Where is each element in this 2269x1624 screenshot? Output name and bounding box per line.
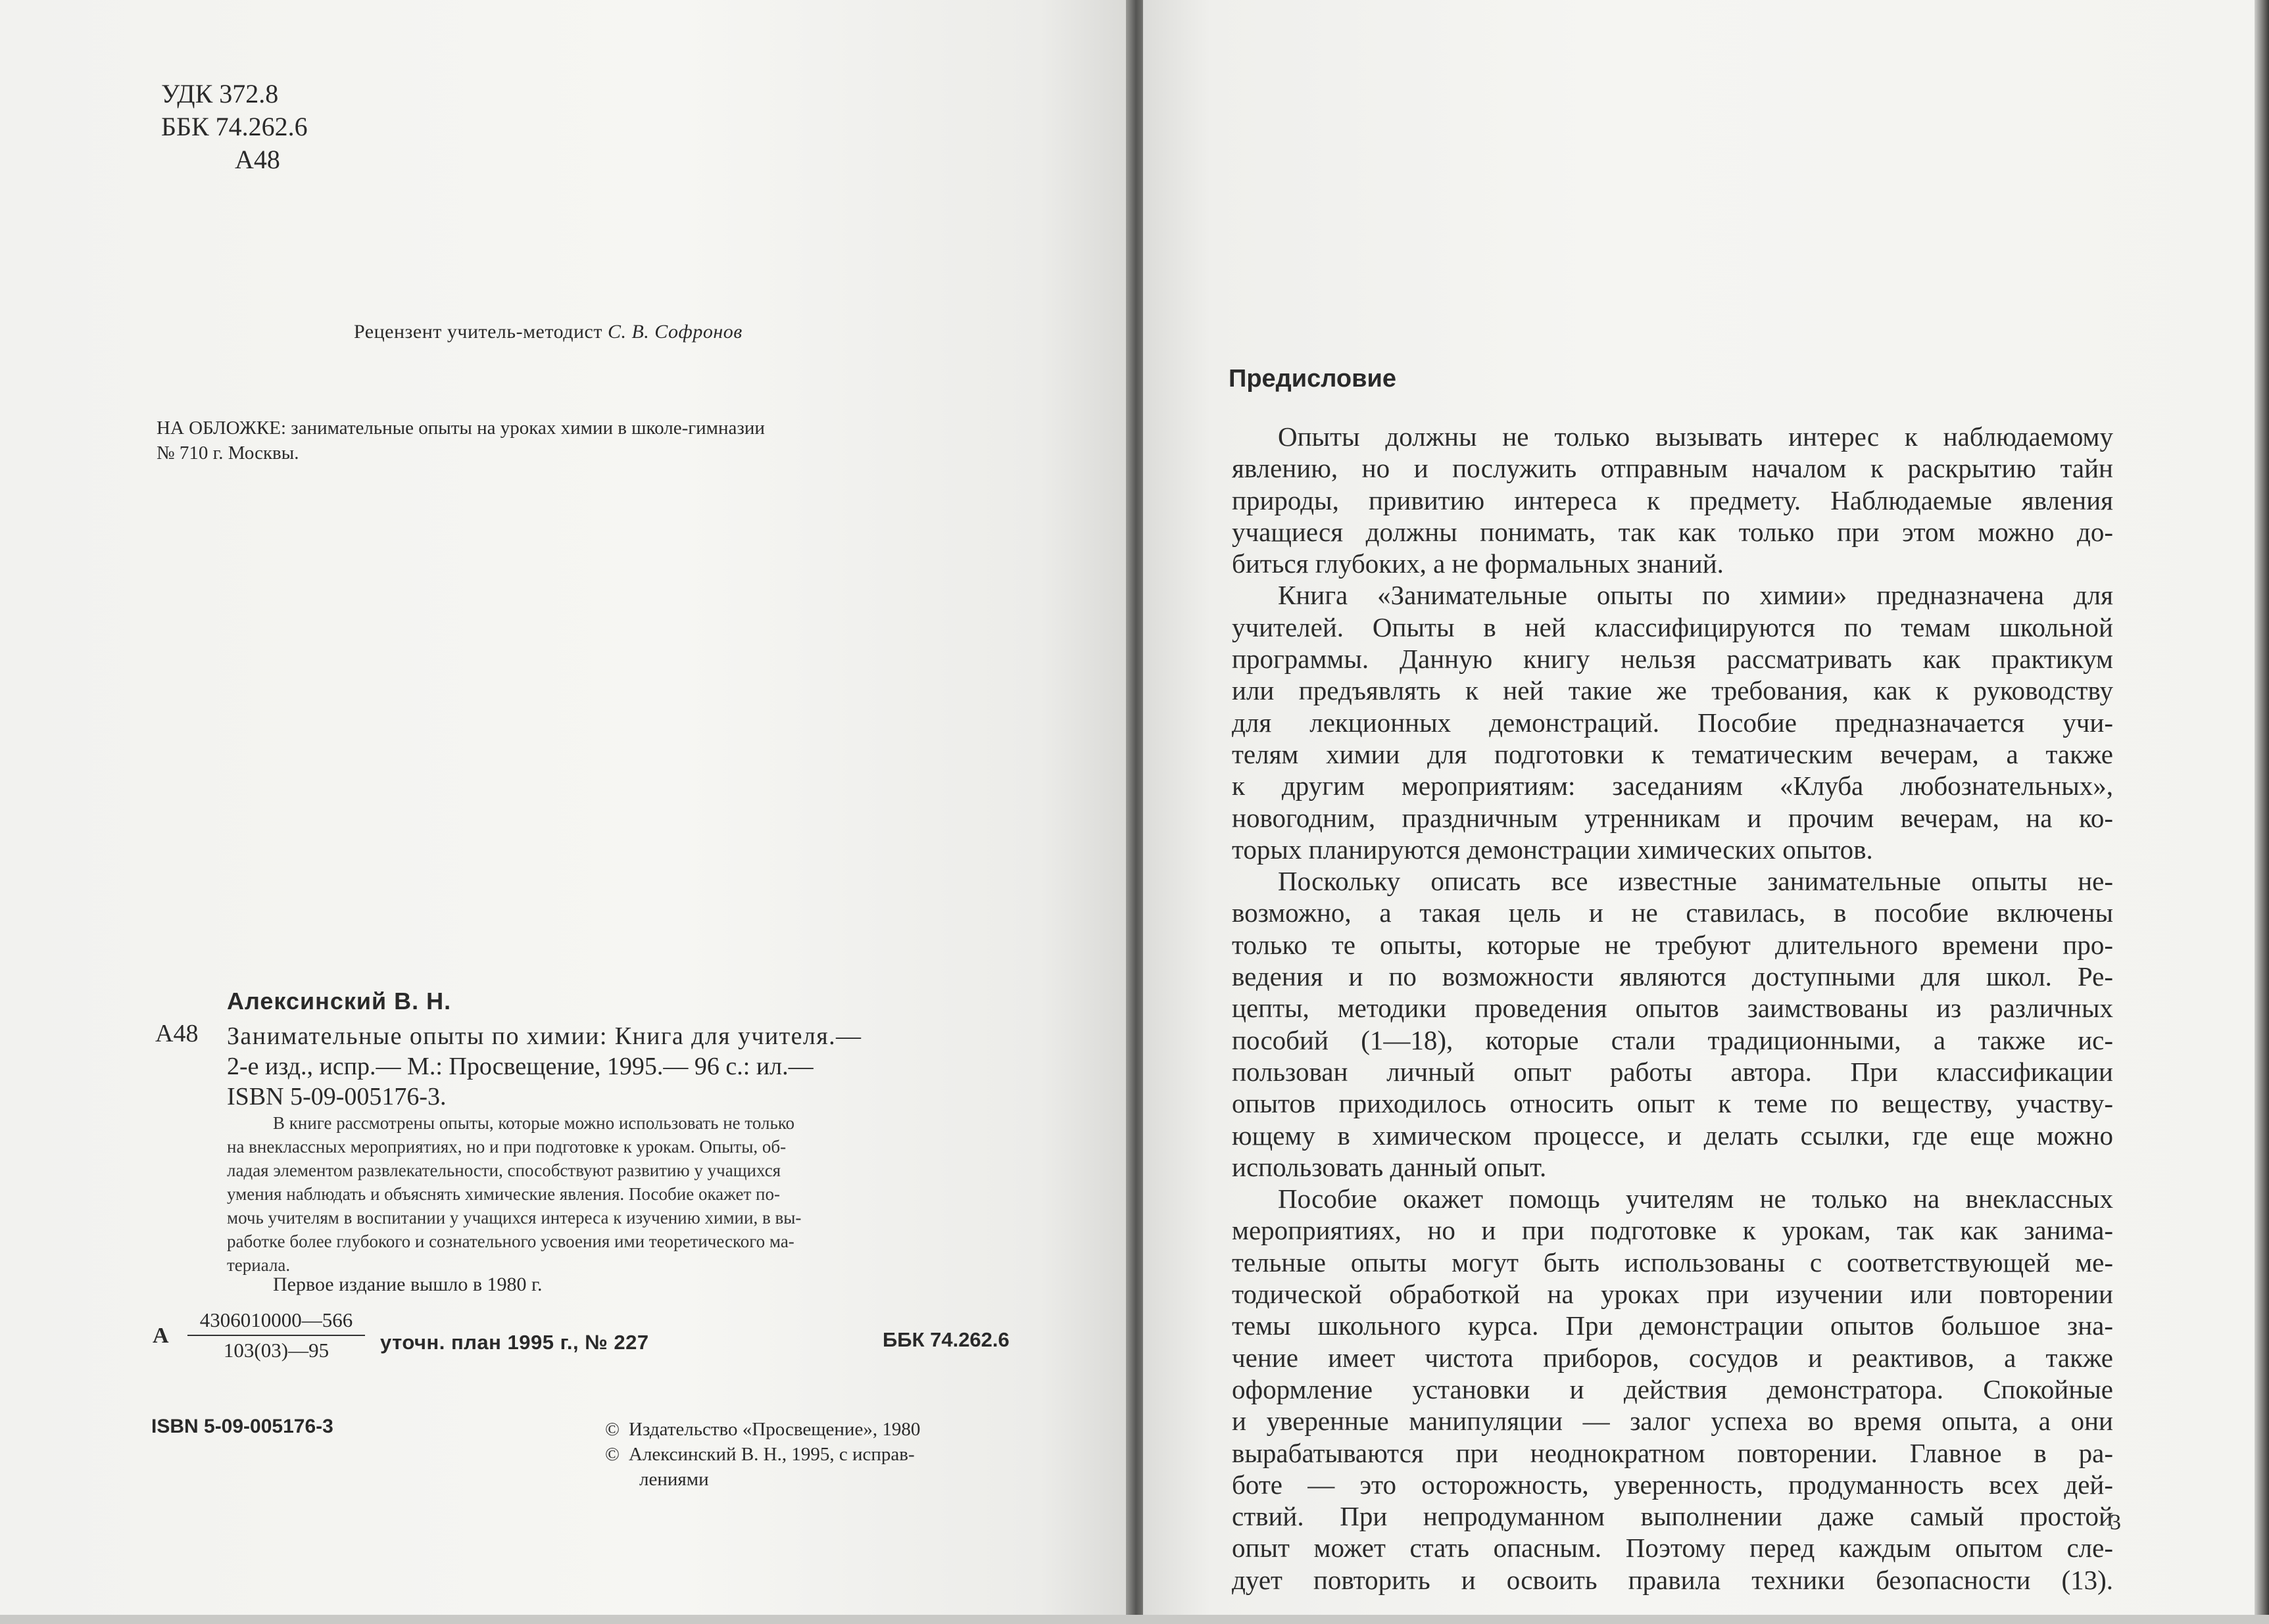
reviewer-name: С. В. Софронов [607,321,743,343]
text-line: тодической обработкой на уроках при изучении или повторении [1232,1279,2113,1310]
annotation-line: териала. [227,1255,291,1275]
text-line: Книга «Занимательные опыты по химии» предназначена для [1278,580,2113,611]
biblio-line: 2-е изд., испр.— М.: Просвещение, 1995.— 96 с.: ил.— [227,1053,814,1080]
text-line: новогодним, праздничным утренникам и прочим вечерам, на ко- [1232,802,2113,833]
author-code: А48 [155,1020,199,1047]
text-line: пособий (1—18), которые стали традиционными, а также ис- [1232,1024,2113,1055]
annotation-line: В книге рассмотрены опыты, которые можно использовать не только [273,1113,795,1133]
cover-note [157,416,1038,466]
copyright-line [605,1417,920,1442]
text-line: телям химии для подготовки к тематическим вечерам, а также [1232,738,2113,769]
bibliographic-record [227,1021,1042,1112]
preface-body [1232,421,2113,1596]
reviewer-label: Рецензент учитель-методист [354,321,602,343]
catalog-denominator: 103(03)—95 [223,1339,329,1362]
text-line: Опыты должны не только вызывать интерес к наблюдаемому [1278,421,2113,452]
copyright-text: Алексинский В. Н., 1995, с исправ- [629,1444,915,1465]
text-line: только те опыты, которые не требуют длительного времени про- [1232,929,2113,960]
text-line: опытов приходилось относить опыт к теме по веществу, участву- [1232,1088,2113,1119]
biblio-line: Занимательные опыты по химии: Книга для учителя.— [227,1022,862,1050]
annotation [227,1111,801,1277]
text-line: явлению, но и послужить отправным началом к раскрытию тайн [1232,453,2113,484]
cover-note-line: НА ОБЛОЖКЕ: занимательные опыты на уроках химии в школе-гимназии [157,418,765,439]
bbk-code: ББК 74.262.6 [161,112,308,141]
isbn: ISBN 5-09-005176-3 [151,1416,333,1437]
catalog-numerator: 4306010000—566 [187,1308,365,1336]
cover-note-line: № 710 г. Москвы. [157,442,299,464]
text-line: пользован личный опыт работы автора. При классификации [1232,1056,2113,1087]
text-line: ведения и по возможности являются доступными для школ. Ре- [1232,961,2113,992]
text-line: использовать данный опыт. [1232,1151,1547,1182]
copyright-symbol: © [605,1419,620,1440]
text-line: Поскольку описать все известные занимательные опыты не- [1278,866,2113,897]
page-number: 3 [2110,1510,2121,1535]
text-line: цепты, методики проведения опытов заимствованы из различных [1232,993,2113,1024]
text-line: торых планируются демонстрации химических опытов. [1232,834,1873,865]
annotation-line: на внеклассных мероприятиях, но и при подготовке к урокам. Опыты, об- [227,1137,787,1157]
copyright-symbol: © [605,1444,620,1465]
text-line: ющему в химическом процессе, и делать ссылки, где еще можно [1232,1120,2113,1151]
text-line: ствий. При непродуманном выполнении даже самый простой [1232,1501,2113,1532]
text-line: биться глубоких, а не формальных знаний. [1232,548,1724,579]
annotation-line: умения наблюдать и объяснять химические явления. Пособие окажет по- [227,1184,780,1204]
text-line: боте — это осторожность, уверенность, продуманность всех дей- [1232,1469,2113,1500]
text-line: опыт может стать опасным. Поэтому перед каждым опытом сле- [1232,1533,2113,1564]
text-line: учителей. Опыты в ней классифицируются по темам школьной [1232,611,2113,642]
text-line: дует повторить и освоить правила техники безопасности (13). [1232,1564,2113,1595]
annotation-line: мочь учителям в воспитании у учащихся интереса к изучению химии, в вы- [227,1208,802,1228]
text-line: учащиеся должны понимать, так как только при этом можно до- [1232,516,2113,547]
copyright-line [605,1442,920,1467]
copyright-text: Издательство «Просвещение», 1980 [629,1419,921,1440]
classification-block [161,78,308,176]
reviewer-line [354,321,743,343]
udk-code: УДК 372.8 [161,79,279,108]
text-line: тельные опыты могут быть использованы с соответствующей ме- [1232,1247,2113,1278]
bbk-bottom: ББК 74.262.6 [883,1328,1010,1351]
publishing-plan: уточн. план 1995 г., № 227 [380,1331,649,1354]
biblio-line: ISBN 5-09-005176-3. [227,1083,447,1111]
text-line: возможно, а такая цель и не ставилась, в пособие включены [1232,897,2113,928]
book-edge [2255,0,2269,1624]
text-line: и уверенные манипуляции — залог успеха во время опыта, а они [1232,1406,2113,1437]
catalog-letter: А [153,1324,169,1348]
copyright-block [605,1417,920,1492]
text-line: программы. Данную книгу нельзя рассматривать как практикум [1232,644,2113,675]
text-line: природы, привитию интереса к предмету. Наблюдаемые явления [1232,485,2113,515]
text-line: для лекционных демонстраций. Пособие предназначается учи- [1232,707,2113,738]
copyright-line: лениями [639,1469,709,1490]
author-mark: А48 [235,145,280,174]
text-line: оформление установки и действия демонстратора. Спокойные [1232,1373,2113,1404]
catalog-fraction [187,1308,365,1362]
text-line: или предъявлять к ней такие же требования, как к руководству [1232,675,2113,706]
scan-edge [0,1615,2269,1624]
preface-heading: Предисловие [1229,365,1396,393]
left-page [0,0,1130,1624]
text-line: темы школьного курса. При демонстрации опытов большое зна- [1232,1310,2113,1341]
first-edition-note: Первое издание вышло в 1980 г. [273,1274,543,1295]
author-name: Алексинский В. Н. [227,988,452,1015]
text-line: вырабатываются при неоднократном повторении. Главное в ра- [1232,1437,2113,1468]
text-line: Пособие окажет помощь учителям не только на внеклассных [1278,1183,2113,1214]
text-line: мероприятиях, но и при подготовке к урокам, так как занима- [1232,1215,2113,1246]
annotation-line: ладая элементом развлекательности, способствуют развитию у учащихся [227,1160,781,1180]
annotation-line: работке более глубокого и сознательного усвоения ими теоретического ма- [227,1231,794,1251]
text-line: чение имеет чистота приборов, сосудов и реактивов, а также [1232,1342,2113,1373]
text-line: к другим мероприятиям: заседаниям «Клуба любознательных», [1232,771,2113,801]
